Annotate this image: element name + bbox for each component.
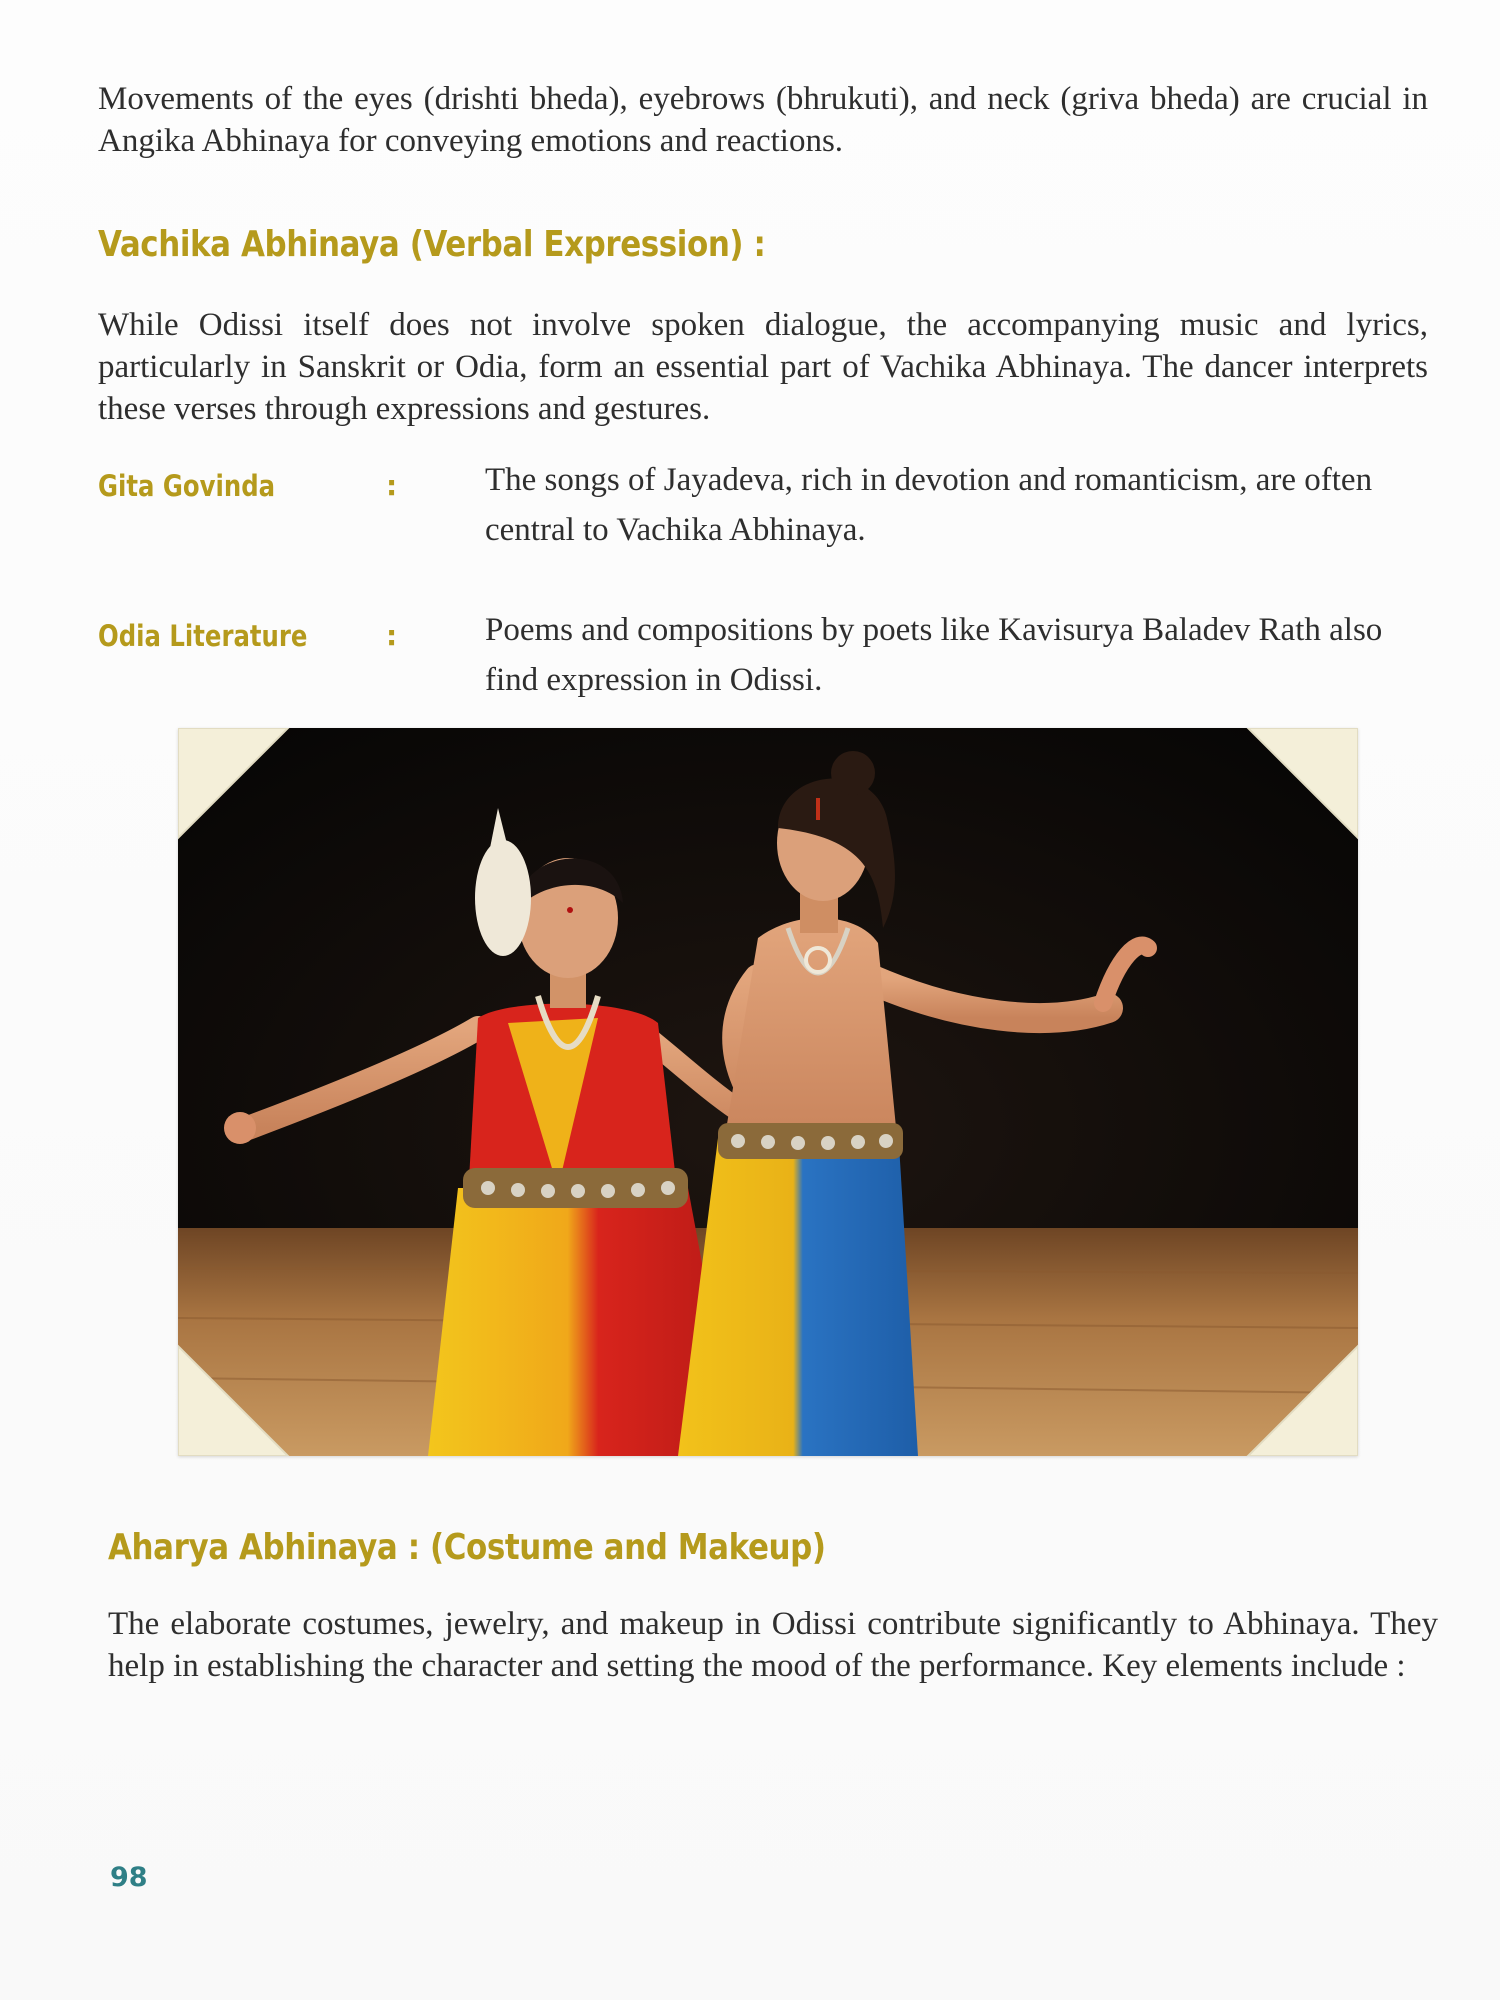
term-separator: : — [386, 469, 398, 502]
definition-odia-literature: Poems and compositions by poets like Kavisurya Baladev Rath also find expression in Odissi. — [485, 612, 1383, 698]
odissi-dancers-photo — [178, 728, 1358, 1456]
aharya-heading: Aharya Abhinaya : (Costume and Makeup) — [108, 1527, 826, 1568]
intro-paragraph: Movements of the eyes (drishti bheda), eyebrows (bhrukuti), and neck (griva bheda) are crucial in Angika Abhinaya for conveying emotions and reactions. — [98, 81, 1428, 159]
vachika-heading: Vachika Abhinaya (Verbal Expression) : — [98, 224, 766, 265]
term-separator: : — [386, 619, 398, 652]
definition-gita-govinda: The songs of Jayadeva, rich in devotion and romanticism, are often central to Vachika Abhinaya. — [485, 462, 1373, 548]
page-number: 98 — [110, 1862, 148, 1893]
term-odia-literature: Odia Literature — [98, 619, 308, 653]
vachika-paragraph: While Odissi itself does not involve spoken dialogue, the accompanying music and lyrics, particularly in Sanskrit or Odia, form an essential part of Vachika Abhinaya. The dancer interprets these verses through expressions and gestures. — [98, 307, 1428, 427]
photo-illustration — [178, 728, 1358, 1456]
term-gita-govinda: Gita Govinda — [98, 469, 276, 503]
aharya-paragraph: The elaborate costumes, jewelry, and makeup in Odissi contribute significantly to Abhinaya. They help in establishing the character and setting the mood of the performance. Key elements include : — [108, 1606, 1438, 1684]
